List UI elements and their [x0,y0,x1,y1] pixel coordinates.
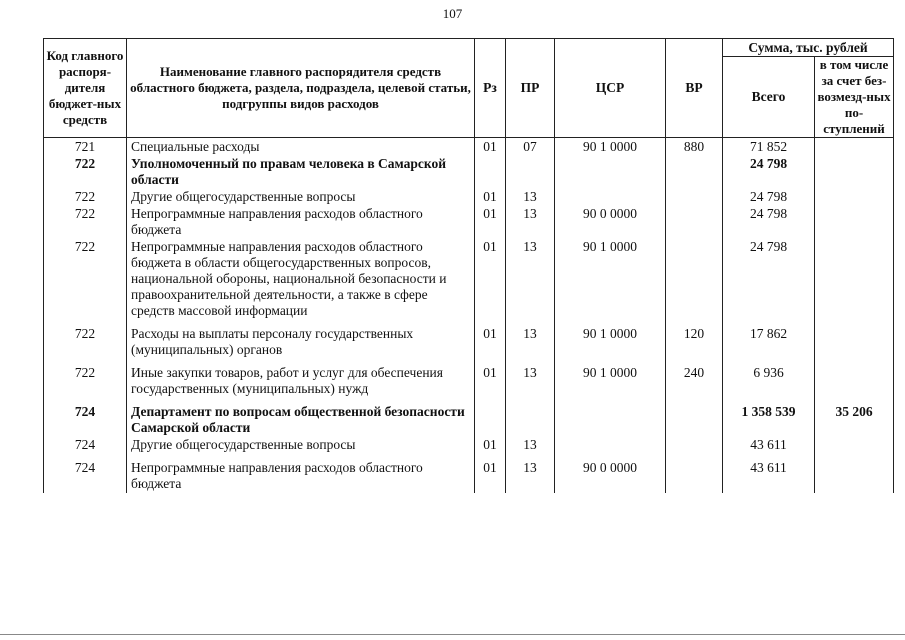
cell-vr: 880 [666,138,723,157]
cell-rz: 01 [475,239,506,326]
cell-csr: 90 0 0000 [555,460,666,493]
page-bottom-rule [0,634,905,635]
table-row [44,365,894,404]
cell-total: 71 852 [723,138,815,157]
cell-code: 722 [44,326,127,365]
cell-vr [666,206,723,239]
cell-free [815,156,894,189]
header-rz: Рз [475,39,506,138]
cell-pr: 13 [506,206,555,239]
cell-code: 724 [44,404,127,437]
cell-name: Непрограммные направления расходов областного бюджета [127,206,475,239]
cell-rz [475,156,506,189]
cell-csr [555,156,666,189]
cell-total: 43 611 [723,460,815,493]
cell-code: 722 [44,239,127,326]
cell-code: 722 [44,156,127,189]
cell-code: 724 [44,460,127,493]
cell-pr: 13 [506,326,555,365]
cell-total: 24 798 [723,206,815,239]
cell-code: 721 [44,138,127,157]
cell-csr: 90 1 0000 [555,138,666,157]
header-name: Наименование главного распорядителя средств областного бюджета, раздела, подраздела, целевой статьи, подгруппы видов расходов [127,39,475,138]
cell-vr: 120 [666,326,723,365]
table-row [44,437,894,460]
table-row [44,404,894,437]
cell-free [815,365,894,404]
table-row [44,239,894,326]
cell-free [815,460,894,493]
cell-name: Непрограммные направления расходов областного бюджета в области общегосударственных вопросов, национальной обороны, национальной безопасности и правоохранительной деятельности, а также в сфере средств массовой информации [127,239,475,326]
cell-code: 722 [44,206,127,239]
cell-name: Расходы на выплаты персоналу государственных (муниципальных) органов [127,326,475,365]
cell-code: 722 [44,365,127,404]
cell-free [815,326,894,365]
cell-vr [666,404,723,437]
cell-name: Непрограммные направления расходов областного бюджета [127,460,475,493]
cell-rz [475,404,506,437]
header-vr: ВР [666,39,723,138]
cell-csr [555,437,666,460]
cell-total: 24 798 [723,156,815,189]
cell-csr: 90 1 0000 [555,365,666,404]
cell-free [815,138,894,157]
cell-vr [666,460,723,493]
cell-rz: 01 [475,138,506,157]
header-pr: ПР [506,39,555,138]
cell-rz: 01 [475,437,506,460]
cell-csr [555,404,666,437]
cell-name: Уполномоченный по правам человека в Самарской области [127,156,475,189]
cell-rz: 01 [475,189,506,206]
cell-pr: 13 [506,437,555,460]
table-row [44,206,894,239]
header-code: Код главного распоря-дителя бюджет-ных средств [44,39,127,138]
cell-rz: 01 [475,206,506,239]
table-row [44,189,894,206]
cell-csr [555,189,666,206]
cell-csr: 90 1 0000 [555,239,666,326]
cell-name: Специальные расходы [127,138,475,157]
cell-name: Другие общегосударственные вопросы [127,437,475,460]
table-header [44,39,894,138]
header-sum-group: Сумма, тыс. рублей [723,39,894,57]
cell-total: 24 798 [723,239,815,326]
table-row [44,326,894,365]
cell-vr [666,437,723,460]
cell-total: 1 358 539 [723,404,815,437]
header-total: Всего [723,57,815,138]
cell-free [815,239,894,326]
table-row [44,138,894,157]
cell-csr: 90 0 0000 [555,206,666,239]
cell-name: Другие общегосударственные вопросы [127,189,475,206]
cell-pr: 13 [506,189,555,206]
cell-pr: 13 [506,460,555,493]
cell-name: Иные закупки товаров, работ и услуг для обеспечения государственных (муниципальных) нужд [127,365,475,404]
header-csr: ЦСР [555,39,666,138]
cell-vr: 240 [666,365,723,404]
header-free: в том числе за счет без-возмезд-ных по-ступлений [815,57,894,138]
cell-free [815,206,894,239]
cell-free: 35 206 [815,404,894,437]
cell-vr [666,189,723,206]
cell-vr [666,156,723,189]
cell-rz: 01 [475,460,506,493]
cell-vr [666,239,723,326]
budget-table [43,38,894,493]
cell-name: Департамент по вопросам общественной безопасности Самарской области [127,404,475,437]
table-row [44,460,894,493]
cell-total: 43 611 [723,437,815,460]
table-row [44,156,894,189]
cell-free [815,189,894,206]
cell-csr: 90 1 0000 [555,326,666,365]
cell-pr [506,404,555,437]
cell-total: 17 862 [723,326,815,365]
cell-pr: 07 [506,138,555,157]
cell-rz: 01 [475,365,506,404]
page-number: 107 [442,6,463,21]
cell-rz: 01 [475,326,506,365]
cell-total: 6 936 [723,365,815,404]
cell-free [815,437,894,460]
cell-total: 24 798 [723,189,815,206]
cell-pr: 13 [506,239,555,326]
table-body [44,138,894,494]
cell-pr [506,156,555,189]
cell-code: 722 [44,189,127,206]
cell-pr: 13 [506,365,555,404]
cell-code: 724 [44,437,127,460]
